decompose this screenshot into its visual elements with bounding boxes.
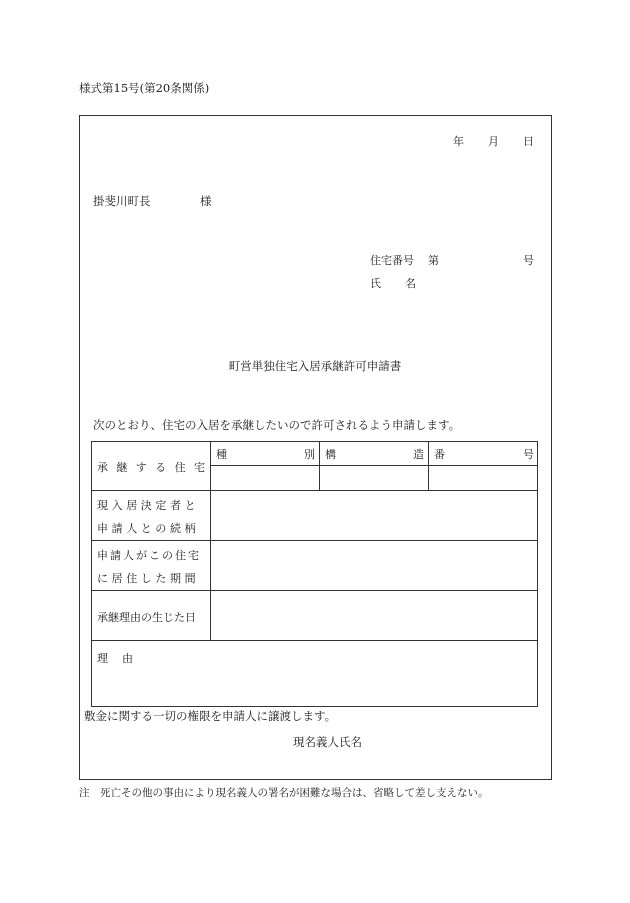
intro-text: 次のとおり、住宅の入居を承継したいので許可されるよう申請します。 — [93, 418, 461, 432]
table-border-right — [537, 441, 538, 707]
deposit-transfer-statement: 敷金に関する一切の権限を申請人に譲渡します。 — [84, 709, 337, 723]
relation-field[interactable] — [211, 491, 537, 540]
succession-housing-char-3: す — [135, 461, 147, 474]
housing-number-suffix: 号 — [523, 254, 534, 267]
addressee-honorific: 様 — [200, 194, 212, 208]
residence-period-label-line-2: に居住した期間 — [97, 572, 200, 585]
housing-number-field[interactable] — [429, 466, 537, 490]
succession-housing-char-2: 継 — [116, 461, 128, 474]
reason-date-label: 承継理由の生じた日 — [97, 611, 196, 624]
residence-period-label-line-1: 申請人がこの住宅 — [97, 549, 201, 562]
relation-label-line-1: 現入居決定者と — [97, 499, 200, 512]
table-border-bottom — [91, 706, 538, 707]
succession-housing-char-4: る — [155, 461, 167, 474]
reason-label-2: 由 — [122, 652, 133, 665]
succession-housing-char-6: 宅 — [193, 461, 205, 474]
residence-period-field[interactable] — [211, 541, 537, 590]
col-type-label-1: 種 — [216, 448, 227, 461]
succession-housing-label — [97, 459, 205, 475]
applicant-name-label-1: 氏 — [370, 277, 381, 290]
succession-housing-char-5: 住 — [174, 461, 186, 474]
date-day-label: 日 — [523, 135, 534, 148]
footnote: 注 死亡その他の事由により現名義人の署名が困難な場合は、省略して差し支えない。 — [79, 787, 489, 799]
addressee-name: 掛斐川町長 — [93, 194, 151, 208]
current-tenant-name-label: 現名義人氏名 — [293, 735, 362, 749]
table-row-line-4 — [91, 640, 538, 641]
reason-date-field[interactable] — [211, 591, 537, 640]
col-structure-label-2: 造 — [413, 448, 424, 461]
succession-housing-char-1: 承 — [97, 461, 108, 474]
housing-type-field[interactable] — [211, 466, 319, 490]
housing-structure-field[interactable] — [320, 466, 428, 490]
housing-number-prefix: 第 — [428, 254, 439, 267]
col-number-label-2: 号 — [523, 448, 534, 461]
col-type-label-2: 別 — [304, 448, 315, 461]
col-number-label-1: 番 — [434, 448, 445, 461]
reason-field[interactable] — [92, 668, 537, 706]
relation-label-line-2: 申請人との続柄 — [97, 522, 200, 535]
date-month-label: 月 — [488, 135, 499, 148]
applicant-name-label-2: 名 — [405, 277, 416, 290]
reason-label-1: 理 — [97, 652, 108, 665]
form-number: 様式第15号(第20条関係) — [79, 81, 210, 95]
date-year-label: 年 — [453, 135, 464, 148]
form-title: 町営単独住宅入居承継許可申請書 — [228, 359, 402, 373]
col-structure-label-1: 構 — [325, 448, 336, 461]
housing-number-label: 住宅番号 — [370, 254, 414, 267]
table-border-top — [91, 441, 538, 442]
